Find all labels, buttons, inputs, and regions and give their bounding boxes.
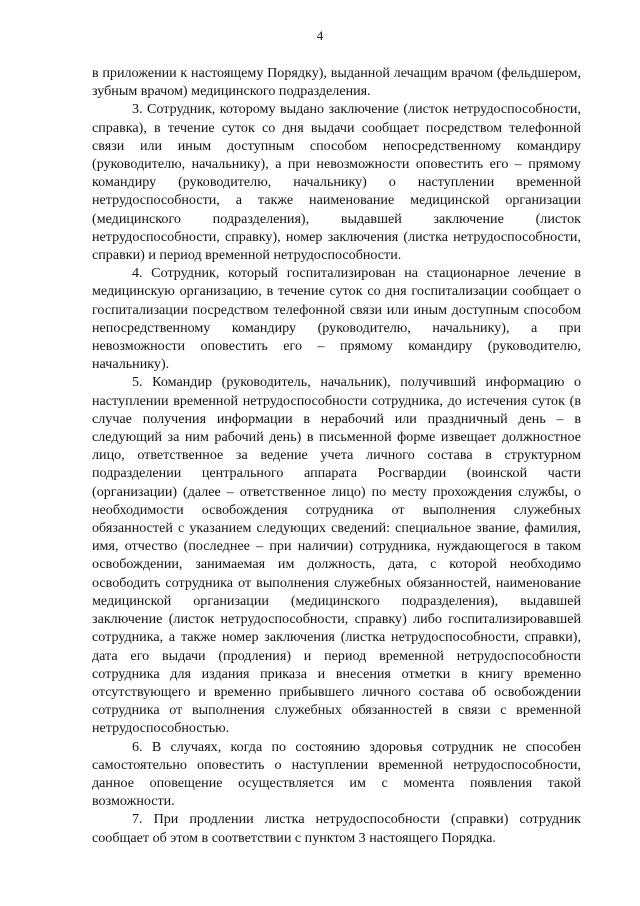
page-number: 4 — [316, 28, 324, 43]
paragraph-item-6: 6. В случаях, когда по состоянию здоровья сотрудник не способен самостоятельно оповестить о наступлении временной нетрудоспособности, данное оповещение осуществляется им с момента появления такой возможности. — [92, 738, 581, 810]
paragraph-item-3: 3. Сотрудник, которому выдано заключение (листок нетрудоспособности, справка), в течение суток со дня выдачи сообщает посредством телефонной связи или иным доступным способом непосредственному командиру (руководителю, начальнику), а при невозможности оповестить его – прямому командиру (руководителю, начальнику) о наступлении временной нетрудоспособности, а также наименование медицинской организации (медицинского подразделения), выдавшей заключение (листок нетрудоспособности, справку), номер заключения (листка нетрудоспособности, справки) и период временной нетрудоспособности. — [92, 101, 581, 264]
paragraph-continuation: в приложении к настоящему Порядку), выданной лечащим врачом (фельдшером, зубным врачом) медицинского подразделения. — [92, 65, 581, 100]
paragraph-item-5: 5. Командир (руководитель, начальник), получивший информацию о наступлении временной нетрудоспособности сотрудника, до истечения суток (в случае получения информации в нерабочий или праздничный день – в следующий за ним рабочий день) в письменной форме извещает должностное лицо, ответственное за ведение учета личного состава в структурном подразделении центрального аппарата Росгвардии (воинской части (организации) (далее – ответственное лицо) по месту прохождения службы, о необходимости освобождения сотрудника от выполнения служебных обязанностей с указанием следующих сведений: специальное звание, фамилия, имя, отчество (последнее – при наличии) сотрудника, нуждающегося в таком освобождении, занимаемая им должность, дата, с которой необходимо освободить сотрудника от выполнения служебных обязанностей, наименование медицинской организации (медицинского подразделения), выдавшей заключение (листок нетрудоспособности, справку) либо госпитализировавшей сотрудника, а также номер заключения (листка нетрудоспособности, справки), дата его выдачи (продления) и период временной нетрудоспособности сотрудника для издания приказа и внесения отметки в книгу временно отсутствующего и временно прибывшего личного состава об освобождении сотрудника от выполнения служебных обязанностей в связи с временной нетрудоспособностью. — [92, 374, 581, 737]
paragraph-item-7: 7. При продлении листка нетрудоспособности (справки) сотрудник сообщает об этом в соответствии с пунктом 3 настоящего Порядка. — [92, 811, 581, 846]
document-body — [92, 64, 581, 847]
paragraph-item-4: 4. Сотрудник, который госпитализирован на стационарное лечение в медицинскую организацию, в течение суток со дня госпитализации сообщает о госпитализации посредством телефонной связи или иным доступным способом непосредственному командиру (руководителю, начальнику), а при невозможности оповестить его – прямому командиру (руководителю, начальнику). — [92, 265, 581, 373]
